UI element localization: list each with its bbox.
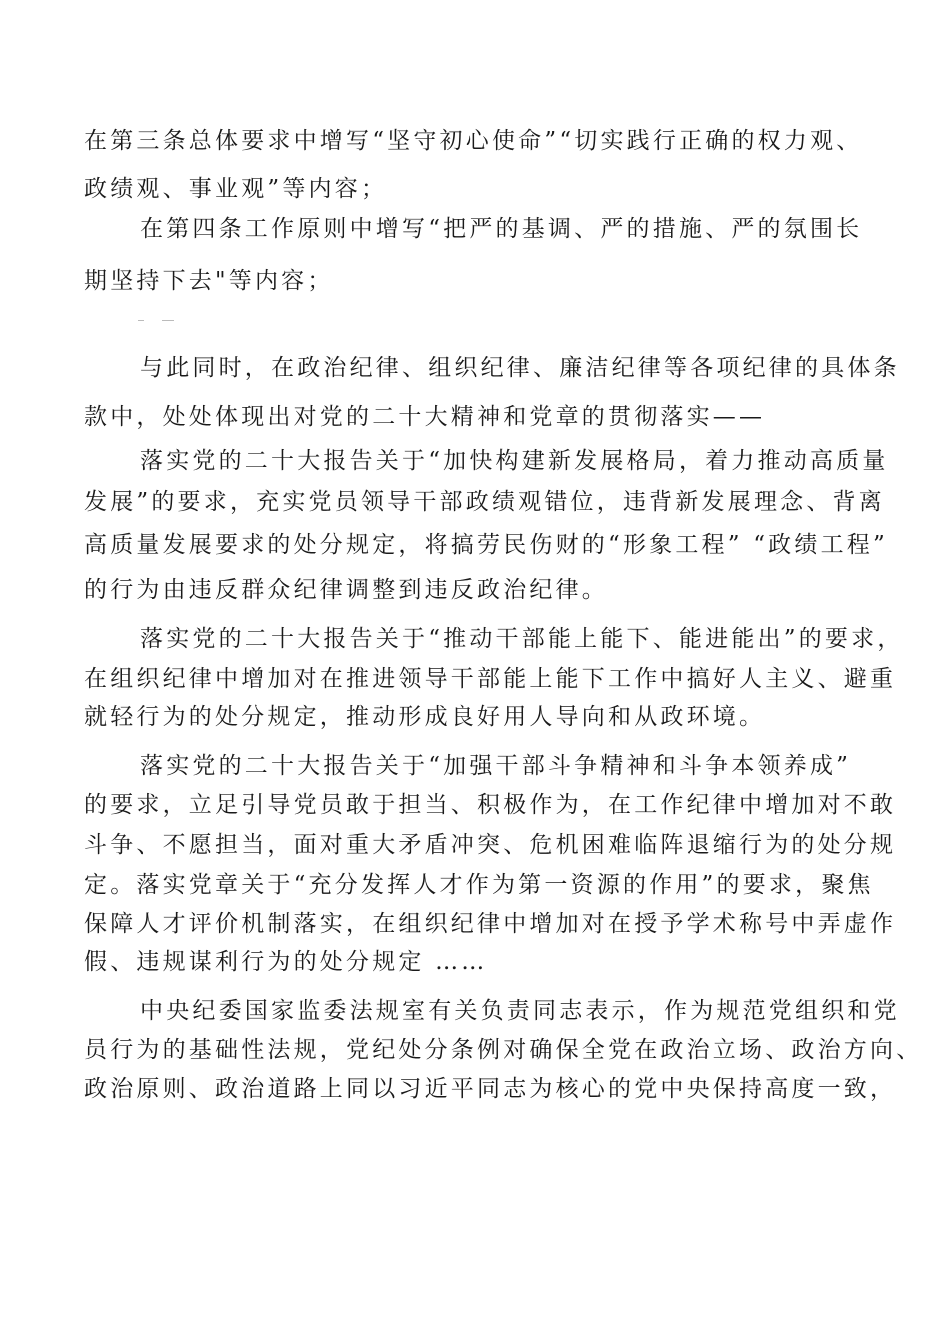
text-line: 员行为的基础性法规，党纪处分条例对确保全党在政治立场、政治方向、 <box>84 1037 923 1063</box>
text-line: 落实党的二十大报告关于“加强干部斗争精神和斗争本领养成” <box>140 753 852 779</box>
text-line: 款中，处处体现出对党的二十大精神和党章的贯彻落实—— <box>84 404 766 430</box>
text-line: 期坚持下去"等内容； <box>84 268 334 294</box>
text-line: 斗争、不愿担当，面对重大矛盾冲突、危机困难临阵退缩行为的处分规 <box>84 832 897 858</box>
text-line: 保障人才评价机制落实，在组织纪律中增加对在授予学术称号中弄虚作 <box>84 911 897 937</box>
text-line: 政治原则、政治道路上同以习近平同志为核心的党中央保持高度一致， <box>84 1076 897 1102</box>
text-line: 中央纪委国家监委法规室有关负责同志表示，作为规范党组织和党 <box>140 998 900 1024</box>
text-line: 在第四条工作原则中增写“把严的基调、严的措施、严的氛围长 <box>140 216 863 242</box>
text-line: 在组织纪律中增加对在推进领导干部能上能下工作中搞好人主义、避重 <box>84 666 897 692</box>
text-line: 发展”的要求，充实党员领导干部政绩观错位，违背新发展理念、背离 <box>84 489 885 515</box>
text-line: 落实党的二十大报告关于“推动干部能上能下、能进能出”的要求， <box>140 626 904 652</box>
text-line: 定。落实党章关于“充分发挥人才作为第一资源的作用”的要求，聚焦 <box>84 872 874 898</box>
text-line: 就轻行为的处分规定，推动形成良好用人导向和从政环境。 <box>84 704 766 730</box>
text-line: 的行为由违反群众纪律调整到违反政治纪律。 <box>84 577 608 603</box>
text-line: 落实党的二十大报告关于“加快构建新发展格局，着力推动高质量 <box>140 448 889 474</box>
text-line: 假、违规谋利行为的处分规定 …… <box>84 949 488 975</box>
text-line: 与此同时，在政治纪律、组织纪律、廉洁纪律等各项纪律的具体条 <box>140 355 900 381</box>
text-line: 高质量发展要求的处分规定，将搞劳民伤财的“形象工程” “政绩工程” <box>84 532 888 558</box>
faint-scan-mark <box>138 318 178 324</box>
text-line: 在第三条总体要求中增写“坚守初心使命”“切实践行正确的权力观、 <box>84 128 863 154</box>
text-line: 政绩观、事业观”等内容； <box>84 176 388 202</box>
text-line: 的要求，立足引导党员敢于担当、积极作为，在工作纪律中增加对不敢 <box>84 792 897 818</box>
